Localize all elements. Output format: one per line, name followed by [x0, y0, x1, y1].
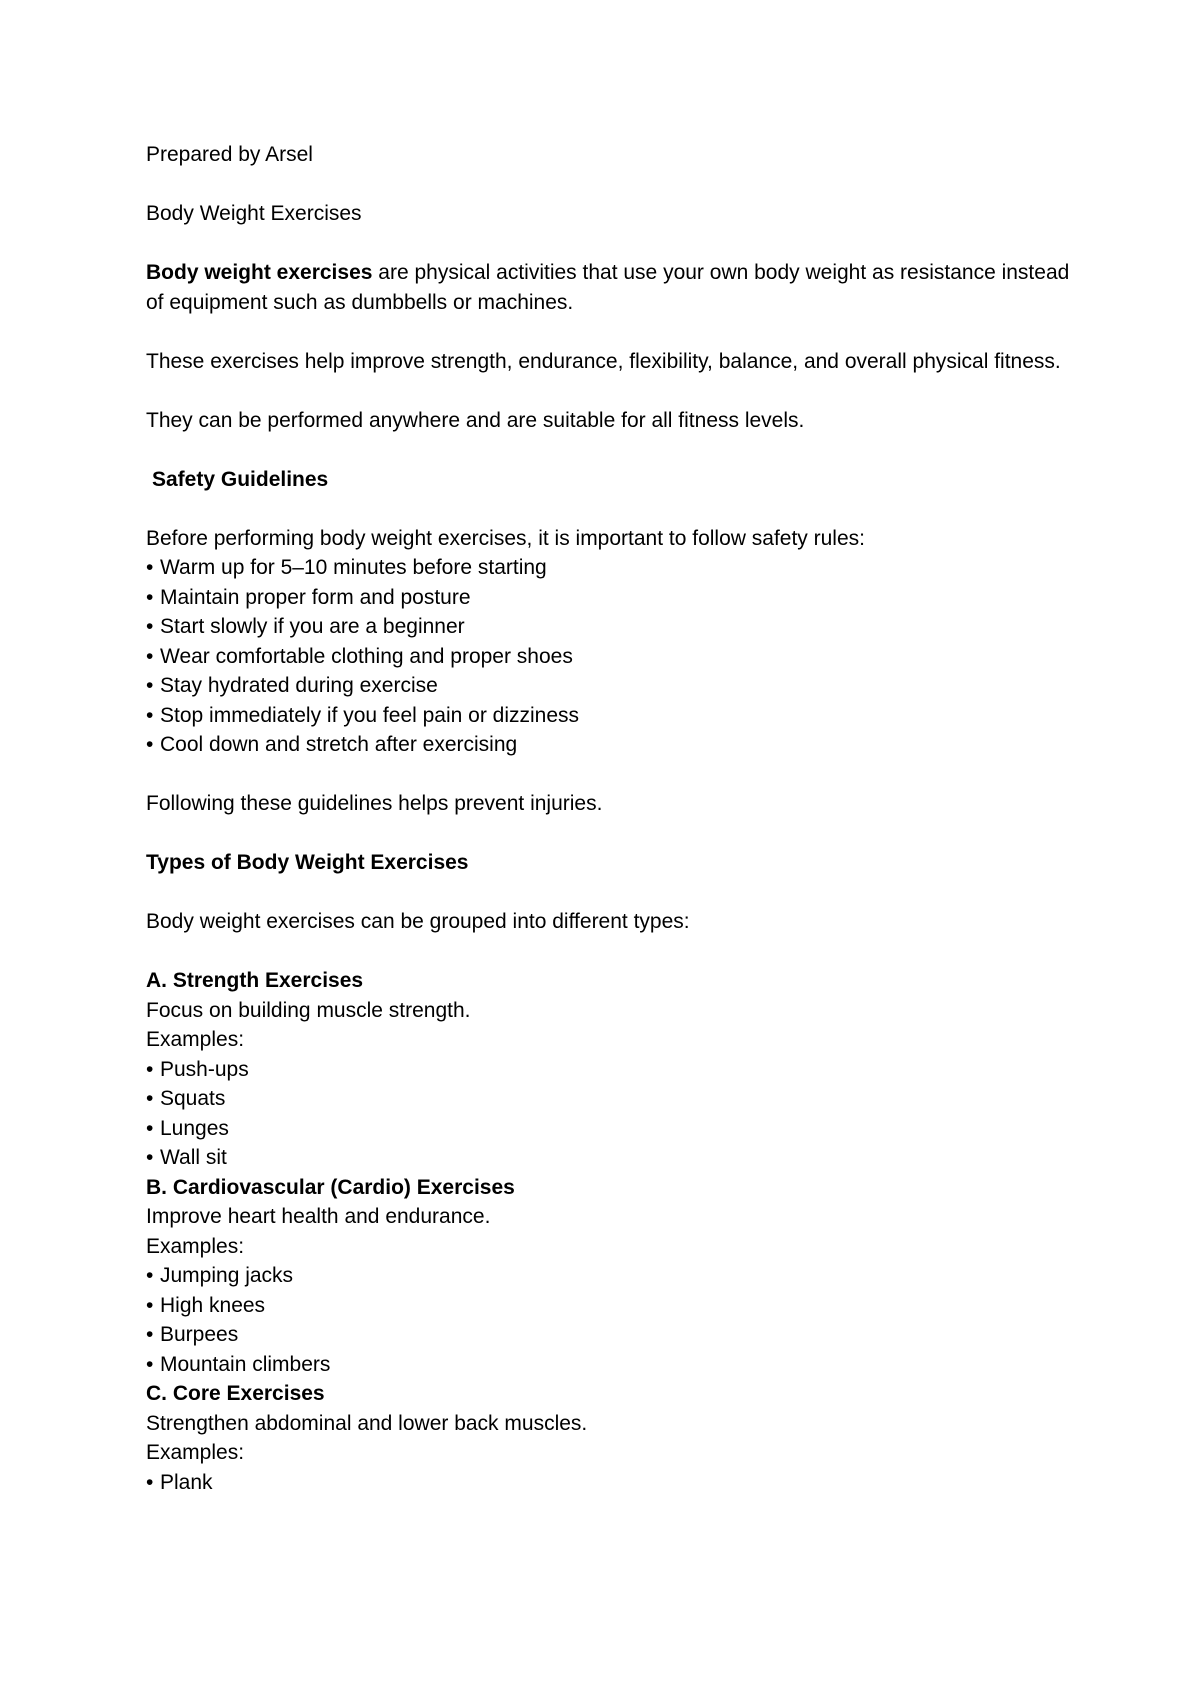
list-item-text: High knees — [160, 1293, 266, 1317]
list-item — [146, 1350, 1076, 1380]
bullet-icon: • — [146, 1057, 154, 1081]
core-section — [146, 1379, 1076, 1497]
types-lead: Body weight exercises can be grouped into different types: — [146, 910, 690, 933]
prepared-by-line: Prepared by Arsel — [146, 143, 313, 166]
section-title: B. Cardiovascular (Cardio) Exercises — [146, 1175, 515, 1199]
list-item — [146, 583, 1076, 613]
list-item — [146, 553, 1076, 583]
list-item — [146, 642, 1076, 672]
section-description: Improve heart health and endurance. — [146, 1205, 491, 1228]
safety-lead: Before performing body weight exercises, it is important to follow safety rules: — [146, 526, 865, 550]
list-item — [146, 612, 1076, 642]
cardio-section — [146, 1173, 1076, 1380]
list-item-text: Lunges — [160, 1116, 229, 1140]
bullet-icon: • — [146, 1470, 154, 1494]
list-item — [146, 1261, 1076, 1291]
bullet-icon: • — [146, 1293, 154, 1317]
bullet-icon: • — [146, 585, 154, 609]
intro-term: Body weight exercises — [146, 261, 373, 284]
list-item-text: Mountain climbers — [160, 1352, 331, 1376]
bullet-icon: • — [146, 1146, 154, 1169]
list-item-text: Push-ups — [160, 1057, 249, 1081]
benefits-paragraph: These exercises help improve strength, endurance, flexibility, balance, and overall physical fitness. — [146, 349, 1061, 373]
list-item-text: Stay hydrated during exercise — [160, 674, 438, 697]
bullet-icon: • — [146, 1264, 154, 1287]
list-item — [146, 701, 1076, 731]
list-item — [146, 1468, 1076, 1498]
section-description: Strengthen abdominal and lower back muscles. — [146, 1411, 588, 1435]
bullet-icon: • — [146, 644, 154, 668]
document-page — [146, 140, 1076, 1497]
list-item-text: Maintain proper form and posture — [160, 585, 471, 609]
list-item — [146, 1055, 1076, 1085]
intro-paragraph — [146, 258, 1076, 317]
list-item — [146, 730, 1076, 760]
list-item-text: Wall sit — [160, 1146, 227, 1169]
list-item-text: Jumping jacks — [160, 1264, 294, 1287]
list-item-text: Wear comfortable clothing and proper shoes — [160, 644, 573, 668]
safety-closing: Following these guidelines helps prevent injuries. — [146, 792, 603, 815]
list-item — [146, 671, 1076, 701]
list-item-text: Plank — [160, 1470, 213, 1494]
bullet-icon: • — [146, 703, 154, 727]
examples-label: Examples: — [146, 1441, 245, 1464]
list-item-text: Burpees — [160, 1323, 239, 1346]
list-item — [146, 1143, 1076, 1173]
safety-heading: Safety Guidelines — [152, 467, 329, 491]
safety-list — [146, 553, 1076, 760]
examples-label: Examples: — [146, 1234, 245, 1258]
examples-list — [146, 1468, 1076, 1498]
list-item-text: Stop immediately if you feel pain or dizziness — [160, 703, 580, 727]
bullet-icon: • — [146, 615, 154, 638]
examples-list — [146, 1055, 1076, 1173]
bullet-icon: • — [146, 733, 154, 756]
examples-list — [146, 1261, 1076, 1379]
types-heading: Types of Body Weight Exercises — [146, 851, 469, 874]
document-title: Body Weight Exercises — [146, 202, 362, 225]
suitability-paragraph: They can be performed anywhere and are suitable for all fitness levels. — [146, 408, 805, 432]
section-title: C. Core Exercises — [146, 1382, 325, 1405]
bullet-icon: • — [146, 1352, 154, 1376]
list-item-text: Squats — [160, 1087, 226, 1110]
bullet-icon: • — [146, 1116, 154, 1140]
intro-definition: are physical activities that use your own body weight as resistance instead of equipment such as dumbbells or machines. — [146, 261, 1070, 314]
list-item — [146, 1291, 1076, 1321]
list-item-text: Warm up for 5–10 minutes before starting — [160, 556, 547, 579]
list-item-text: Start slowly if you are a beginner — [160, 615, 465, 638]
bullet-icon: • — [146, 556, 154, 579]
bullet-icon: • — [146, 1323, 154, 1346]
bullet-icon: • — [146, 1087, 154, 1110]
section-description: Focus on building muscle strength. — [146, 998, 471, 1022]
list-item — [146, 1320, 1076, 1350]
examples-label: Examples: — [146, 1028, 245, 1051]
strength-section — [146, 966, 1076, 1173]
bullet-icon: • — [146, 674, 154, 697]
section-title: A. Strength Exercises — [146, 969, 364, 992]
list-item — [146, 1114, 1076, 1144]
list-item — [146, 1084, 1076, 1114]
list-item-text: Cool down and stretch after exercising — [160, 733, 518, 756]
